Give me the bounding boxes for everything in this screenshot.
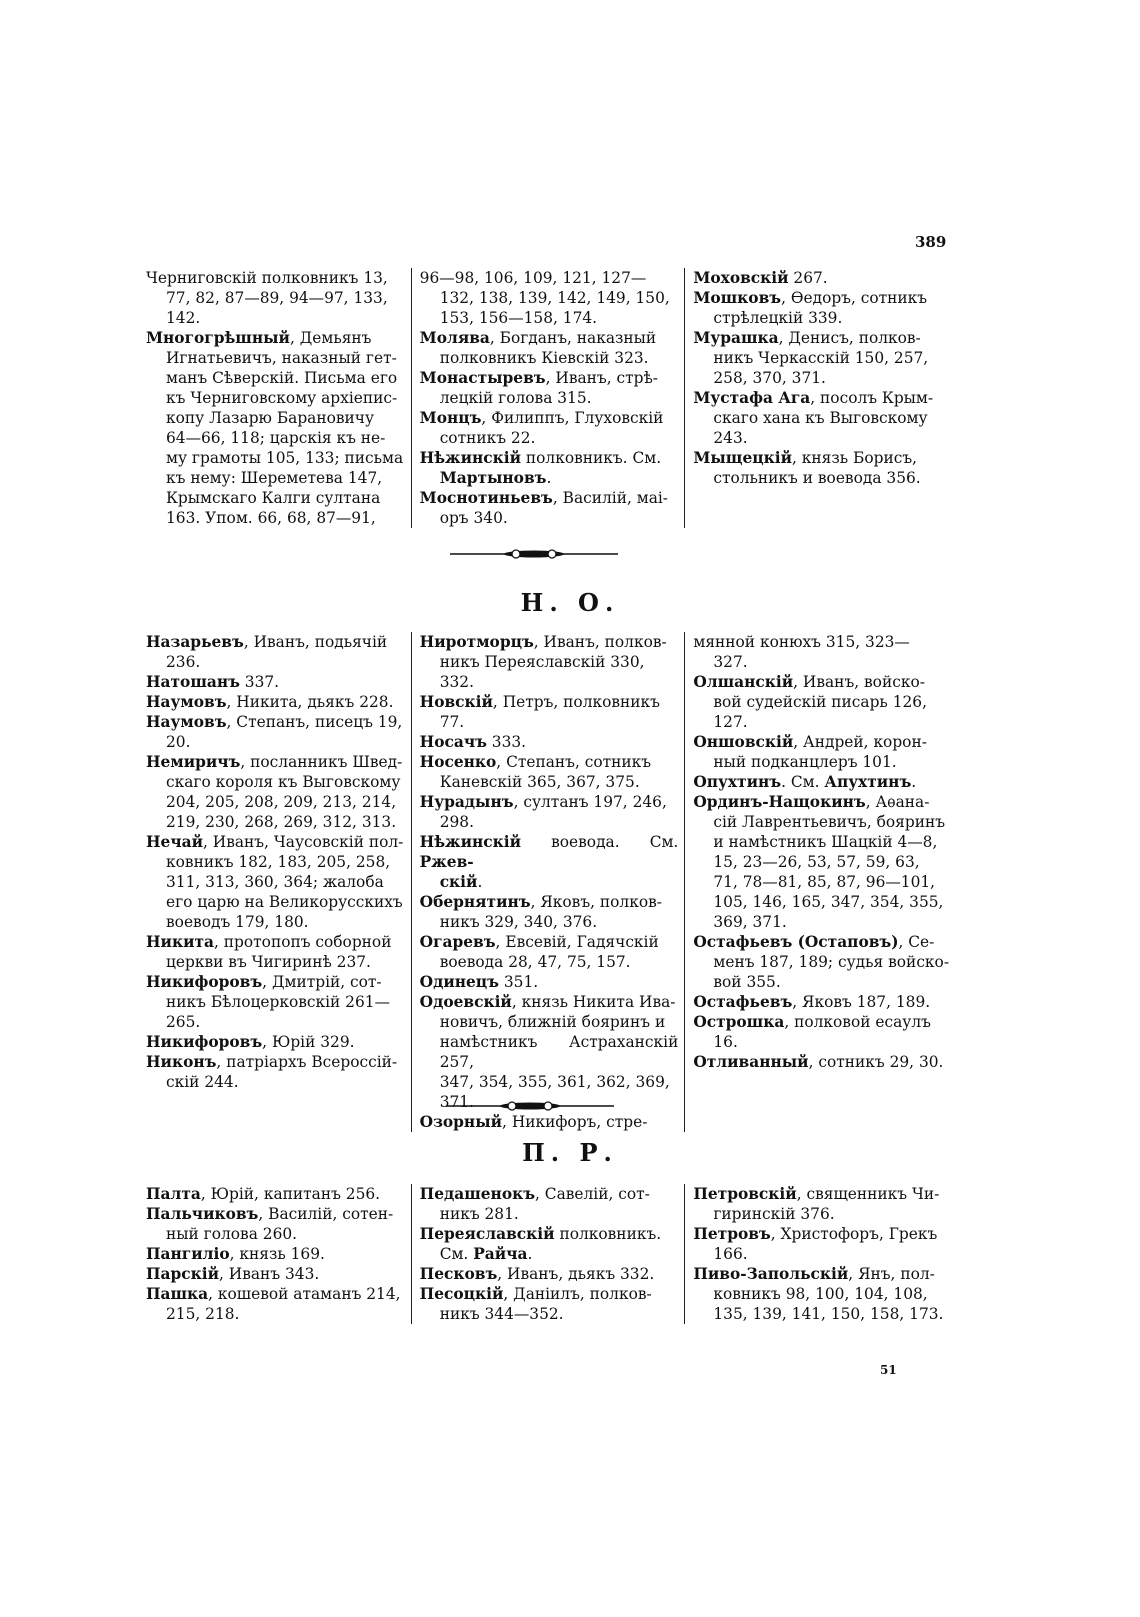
entry-line: Монцъ, Филиппъ, Глуховскій [419, 409, 664, 427]
entry-line: оръ 340. [439, 509, 508, 527]
entry-line: 16. [713, 1033, 738, 1051]
index-entry [420, 892, 679, 932]
entry-line: намѣстникъ Астраханскій 257, [439, 1033, 679, 1071]
entry-line: Нурадынъ, султанъ 197, 246, [419, 793, 667, 811]
ornamental-divider [446, 1099, 614, 1113]
entry-line: Мартыновъ. [439, 469, 552, 487]
entry-line: воевода 28, 47, 75, 157. [439, 953, 631, 971]
entry-line: Нѣжинскій полковникъ. См. [419, 449, 662, 467]
index-entry [693, 632, 952, 672]
index-entry [146, 1184, 405, 1204]
entry-line: Одинецъ 351. [419, 973, 539, 991]
entry-line: и намѣстникъ Шацкій 4—8, [713, 833, 938, 851]
entry-line: Остафьевъ (Остаповъ), Се- [693, 933, 935, 951]
entry-line: Переяславскій полковникъ. [419, 1225, 662, 1243]
entry-line: ковникъ 98, 100, 104, 108, [713, 1285, 928, 1303]
index-entry [420, 932, 679, 972]
entry-line: Олшанскій, Иванъ, войско- [693, 673, 925, 691]
entry-line: скій 244. [166, 1073, 239, 1091]
entry-line: 327. [713, 653, 748, 671]
index-entry [420, 448, 679, 488]
entry-line: никъ Переяславскій 330, [439, 653, 645, 671]
entry-line: манъ Сѣверскій. Письма его [166, 369, 398, 387]
index-entry [420, 488, 679, 528]
entry-line: Черниговскій полковникъ 13, [146, 269, 388, 287]
entry-line: Одоевскій, князь Никита Ива- [419, 993, 676, 1011]
entry-line: Новскій, Петръ, полковникъ [419, 693, 660, 711]
index-entry [420, 972, 679, 992]
index-entry [420, 832, 679, 892]
entry-line: Моснотиньевъ, Василій, маі- [419, 489, 669, 507]
index-entry [420, 752, 679, 792]
entry-line: 96—98, 106, 109, 121, 127— [419, 269, 647, 287]
index-entry [693, 1264, 952, 1324]
index-entry [146, 672, 405, 692]
entry-line: 215, 218. [166, 1305, 240, 1323]
entry-line: гиринскій 376. [713, 1205, 835, 1223]
entry-line: Многогрѣшный, Демьянъ [146, 329, 372, 347]
entry-line: Ниротморцъ, Иванъ, полков- [419, 633, 667, 651]
entry-line: Наумовъ, Никита, дьякъ 228. [146, 693, 394, 711]
page-number: 389 [915, 233, 947, 251]
ornamental-divider [450, 547, 618, 561]
index-entry [693, 1052, 952, 1072]
entry-line: Мошковъ, Ѳедоръ, сотникъ [693, 289, 928, 307]
entry-line: Ординъ-Нащокинъ, Аѳана- [693, 793, 930, 811]
entry-line: Моховскій 267. [693, 269, 828, 287]
index-entry [693, 288, 952, 328]
entry-line: скаго короля къ Выговскому [166, 773, 401, 791]
index-entry [420, 632, 679, 692]
index-entry [693, 1012, 952, 1052]
index-entry [420, 1264, 679, 1284]
entry-line: 15, 23—26, 53, 57, 59, 63, [713, 853, 920, 871]
entry-line: Назарьевъ, Иванъ, подьячій [146, 633, 388, 651]
entry-line: Немиричъ, посланникъ Швед- [146, 753, 403, 771]
entry-line: Никонъ, патріархъ Всероссій- [146, 1053, 398, 1071]
entry-line: воеводъ 179, 180. [166, 913, 309, 931]
index-entry [693, 388, 952, 448]
index-entry [420, 268, 679, 328]
entry-line: Пашка, кошевой атаманъ 214, [146, 1285, 401, 1303]
entry-line: 243. [713, 429, 748, 447]
index-column [146, 1184, 412, 1324]
entry-line: 142. [166, 309, 201, 327]
entry-line: 258, 370, 371. [713, 369, 826, 387]
entry-line: къ нему: Шереметева 147, [166, 469, 383, 487]
index-entry [146, 932, 405, 972]
index-entry [693, 792, 952, 932]
index-column [412, 1184, 686, 1324]
entry-line: ный подканцлеръ 101. [713, 753, 897, 771]
entry-line: Пиво-Запольскій, Янъ, пол- [693, 1265, 935, 1283]
index-entry [693, 732, 952, 772]
index-entry [146, 1032, 405, 1052]
index-entry [693, 448, 952, 488]
index-entry [420, 1284, 679, 1324]
entry-line: Мустафа Ага, посолъ Крым- [693, 389, 934, 407]
index-entry [693, 1184, 952, 1224]
index-entry [693, 1224, 952, 1264]
entry-line: Никифоровъ, Дмитрій, сот- [146, 973, 382, 991]
entry-line: Парскій, Иванъ 343. [146, 1265, 320, 1283]
entry-line: Палта, Юрій, капитанъ 256. [146, 1185, 381, 1203]
entry-line: никъ 344—352. [439, 1305, 564, 1323]
entry-line: полковникъ Кіевскій 323. [439, 349, 649, 367]
entry-line: 311, 313, 360, 364; жалоба [166, 873, 384, 891]
entry-line: Пальчиковъ, Василій, сотен- [146, 1205, 394, 1223]
entry-line: новичъ, ближній бояринъ и [439, 1013, 666, 1031]
printer-signature: 51 [880, 1363, 897, 1377]
entry-line: Игнатьевичъ, наказный гет- [166, 349, 397, 367]
entry-line: вой судейскій писарь 126, [713, 693, 927, 711]
index-entry [420, 368, 679, 408]
entry-line: 127. [713, 713, 748, 731]
section-m-continued [146, 268, 958, 528]
entry-line: 298. [439, 813, 474, 831]
index-column [146, 268, 412, 528]
entry-line: Отливанный, сотникъ 29, 30. [693, 1053, 944, 1071]
index-entry [693, 772, 952, 792]
entry-line: Никита, протопопъ соборной [146, 933, 392, 951]
entry-line: скаго хана къ Выговскому [713, 409, 928, 427]
entry-line: Мурашка, Денисъ, полков- [693, 329, 921, 347]
index-entry [146, 328, 405, 528]
entry-line: му грамоты 105, 133; письма [166, 449, 404, 467]
section-p-r [146, 1184, 958, 1324]
entry-line: Песковъ, Иванъ, дьякъ 332. [419, 1265, 655, 1283]
entry-line: Опухтинъ. См. Апухтинъ. [693, 773, 917, 791]
entry-line: Петровъ, Христофоръ, Грекъ [693, 1225, 938, 1243]
entry-line: 166. [713, 1245, 748, 1263]
index-entry [420, 1224, 679, 1264]
entry-line: вой 355. [713, 973, 781, 991]
section-n-o [146, 632, 958, 1132]
index-entry [146, 712, 405, 752]
entry-line: Мыщецкій, князь Борисъ, [693, 449, 918, 467]
entry-line: церкви въ Чигиринѣ 237. [166, 953, 371, 971]
index-entry [693, 268, 952, 288]
index-entry [693, 992, 952, 1012]
entry-line: ковникъ 182, 183, 205, 258, [166, 853, 391, 871]
entry-line: никъ 329, 340, 376. [439, 913, 598, 931]
entry-line: лецкій голова 315. [439, 389, 592, 407]
index-entry [693, 672, 952, 732]
entry-line: См. Райча. [439, 1245, 533, 1263]
index-entry [146, 972, 405, 1032]
index-column [685, 632, 958, 1132]
entry-line: стрѣлецкій 339. [713, 309, 843, 327]
entry-line: 105, 146, 165, 347, 354, 355, [713, 893, 944, 911]
index-entry [146, 268, 405, 328]
index-entry [420, 1184, 679, 1224]
entry-line: къ Черниговскому архіепис- [166, 389, 398, 407]
entry-line: 153, 156—158, 174. [439, 309, 598, 327]
entry-line: 71, 78—81, 85, 87, 96—101, [713, 873, 936, 891]
index-entry [420, 732, 679, 752]
entry-line: Монастыревъ, Иванъ, стрѣ- [419, 369, 658, 387]
index-entry [693, 932, 952, 992]
entry-line: 204, 205, 208, 209, 213, 214, [166, 793, 397, 811]
index-entry [146, 1204, 405, 1244]
entry-line: Носенко, Степанъ, сотникъ [419, 753, 652, 771]
index-column [146, 632, 412, 1132]
entry-line: никъ 281. [439, 1205, 519, 1223]
index-column [412, 268, 686, 528]
entry-line: 135, 139, 141, 150, 158, 173. [713, 1305, 944, 1323]
entry-line: копу Лазарю Барановичу [166, 409, 375, 427]
index-entry [420, 792, 679, 832]
entry-line: никъ Бѣлоцерковскій 261— [166, 993, 390, 1011]
entry-line: Огаревъ, Евсевій, Гадячскій [419, 933, 659, 951]
index-column [412, 632, 686, 1132]
index-entry [693, 328, 952, 388]
entry-line: Молява, Богданъ, наказный [419, 329, 657, 347]
entry-line: стольникъ и воевода 356. [713, 469, 921, 487]
entry-line: 132, 138, 139, 142, 149, 150, [439, 289, 670, 307]
entry-line: Песоцкій, Даніилъ, полков- [419, 1285, 652, 1303]
index-entry [420, 992, 679, 1112]
entry-line: Озорный, Никифоръ, стре- [419, 1113, 648, 1131]
index-entry [146, 1284, 405, 1324]
entry-line: Петровскій, священникъ Чи- [693, 1185, 940, 1203]
index-column [685, 1184, 958, 1324]
entry-line: Наумовъ, Степанъ, писецъ 19, [146, 713, 403, 731]
index-entry [420, 692, 679, 732]
entry-line: Каневскій 365, 367, 375. [439, 773, 640, 791]
index-entry [146, 832, 405, 932]
entry-line: 265. [166, 1013, 201, 1031]
entry-line: ный голова 260. [166, 1225, 298, 1243]
entry-line: Нѣжинскій воевода. См. Ржев- [419, 833, 679, 871]
entry-line: никъ Черкасскій 150, 257, [713, 349, 929, 367]
section-title-n-o: Н. О. [520, 588, 620, 617]
entry-line: 219, 230, 268, 269, 312, 313. [166, 813, 397, 831]
entry-line: 236. [166, 653, 201, 671]
entry-line: Острошка, полковой есаулъ [693, 1013, 931, 1031]
entry-line: Пангиліо, князь 169. [146, 1245, 325, 1263]
entry-line: 163. Упом. 66, 68, 87—91, [166, 509, 376, 527]
entry-line: сотникъ 22. [439, 429, 536, 447]
entry-line: Оншовскій, Андрей, корон- [693, 733, 927, 751]
entry-line: 369, 371. [713, 913, 787, 931]
entry-line: 64—66, 118; царскія къ не- [166, 429, 386, 447]
index-entry [146, 752, 405, 832]
entry-line: 77. [439, 713, 465, 731]
entry-line: Обернятинъ, Яковъ, полков- [419, 893, 662, 911]
entry-line: 347, 354, 355, 361, 362, 369, [439, 1073, 670, 1091]
index-entry [146, 632, 405, 672]
entry-line: 371. [439, 1093, 474, 1111]
index-entry [420, 408, 679, 448]
entry-line: Никифоровъ, Юрій 329. [146, 1033, 355, 1051]
entry-line: менъ 187, 189; судья войско- [713, 953, 950, 971]
entry-line: Крымскаго Калги султана [166, 489, 381, 507]
entry-line: Остафьевъ, Яковъ 187, 189. [693, 993, 931, 1011]
index-entry [146, 1052, 405, 1092]
entry-line: 332. [439, 673, 474, 691]
entry-line: скій. [439, 873, 483, 891]
index-entry [146, 692, 405, 712]
index-entry [146, 1264, 405, 1284]
entry-line: мянной конюхъ 315, 323— [693, 633, 910, 651]
index-entry [146, 1244, 405, 1264]
section-title-p-r: П. Р. [522, 1138, 618, 1167]
entry-line: Нечай, Иванъ, Чаусовскій пол- [146, 833, 404, 851]
entry-line: сій Лаврентьевичъ, бояринъ [713, 813, 946, 831]
index-entry [420, 1112, 679, 1132]
entry-line: Носачъ 333. [419, 733, 527, 751]
entry-line: Натошанъ 337. [146, 673, 280, 691]
entry-line: 20. [166, 733, 191, 751]
entry-line: Педашенокъ, Савелій, сот- [419, 1185, 650, 1203]
index-entry [420, 328, 679, 368]
index-column [685, 268, 958, 528]
entry-line: 77, 82, 87—89, 94—97, 133, [166, 289, 388, 307]
entry-line: его царю на Великорусскихъ [166, 893, 403, 911]
